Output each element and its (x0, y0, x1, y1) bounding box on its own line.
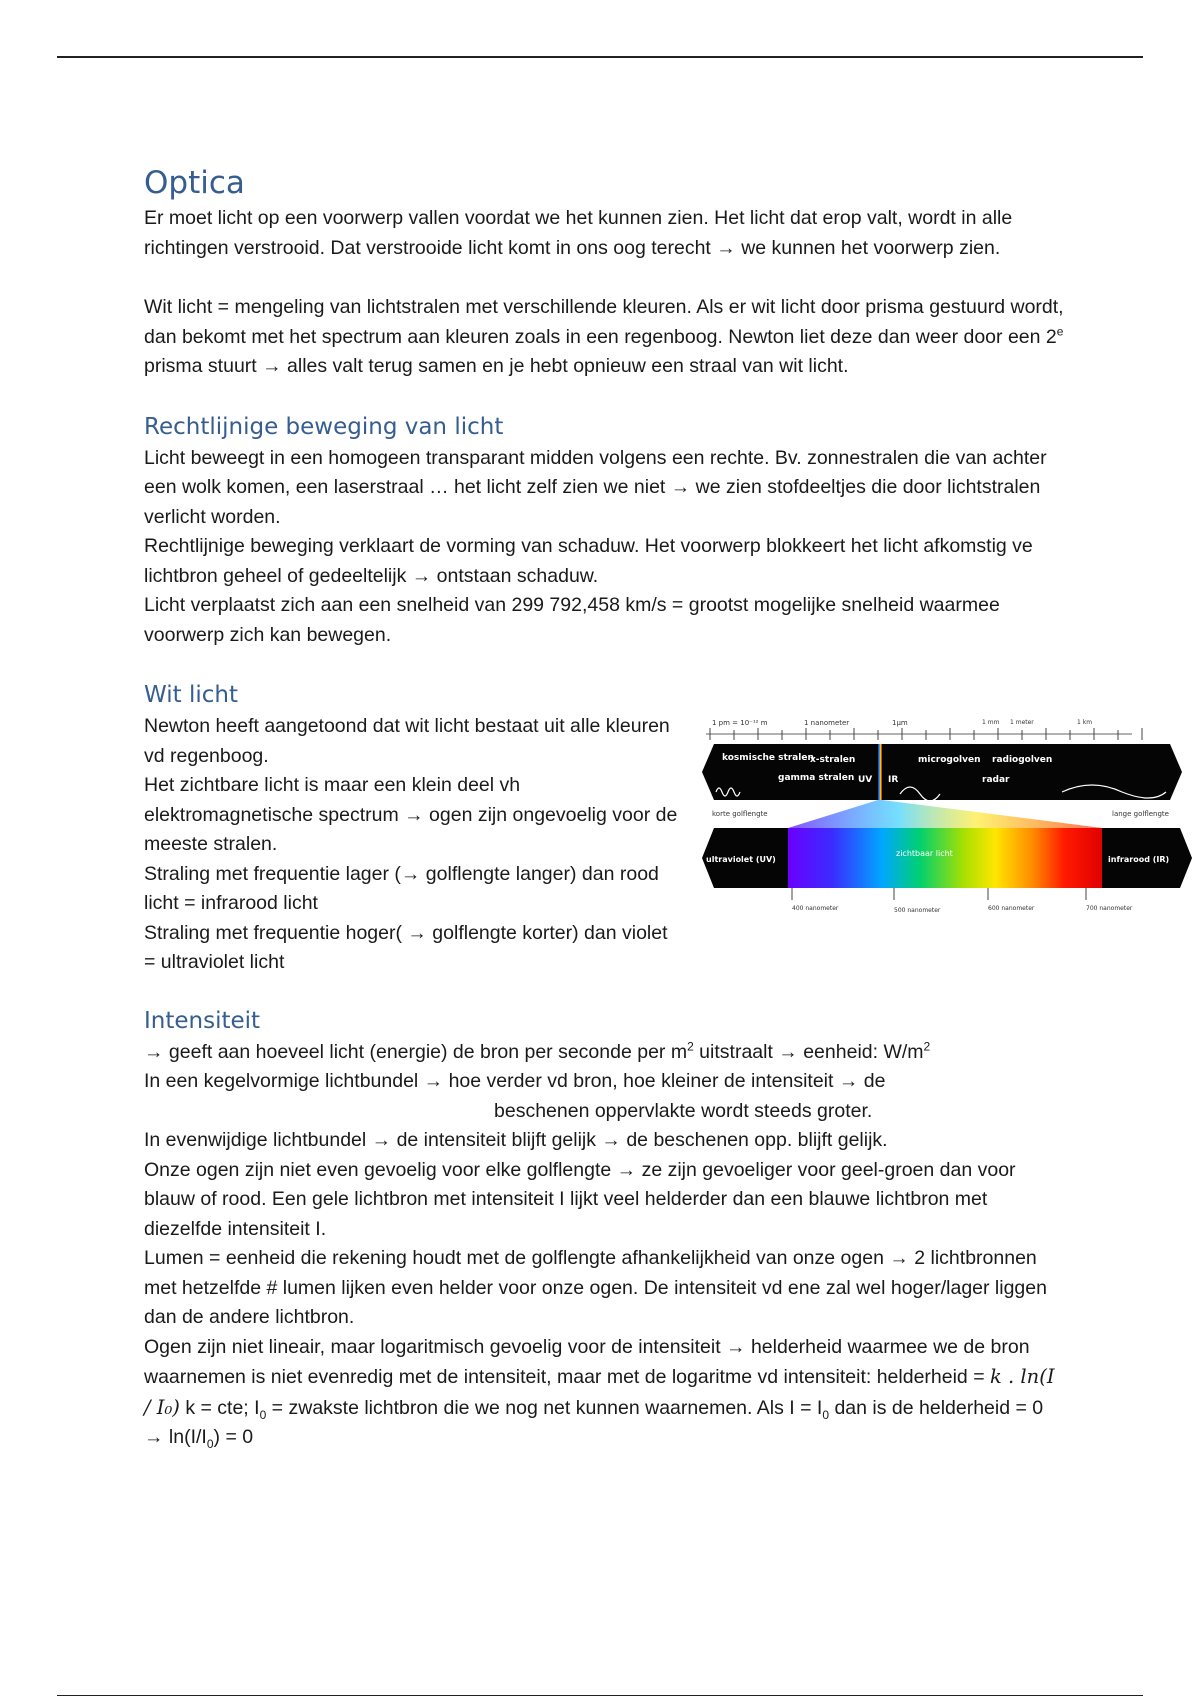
wit-licht-line-3: Straling met frequentie lager (→ golflengte langer) dan rood licht = infrarood licht (144, 862, 659, 914)
band-radar: radar (982, 775, 1010, 785)
footer-rule (57, 1695, 1143, 1696)
band-uv: UV (858, 775, 873, 785)
section-heading-intensiteit: Intensiteit (144, 1007, 261, 1034)
intensiteit-line-5: Lumen = eenheid die rekening houdt met de golflengte afhankelijkheid van onze ogen → 2 lichtbronnen met hetzelfde # lumen lijken even helder voor onze ogen. De intensiteit vd ene zal wel hoger/lager liggen dan de andere lichtbron. (144, 1247, 1047, 1328)
intro-paragraph-2: Wit licht = mengeling van lichtstralen met verschillende kleuren. Als er wit licht door prisma gestuurd wordt, dan bekomt met het spectrum aan kleuren zoals in een regenboog. Newton liet deze dan weer door een 2e prisma stuurt → alles valt terug samen en je hebt opnieuw een straal van wit licht. (144, 296, 1064, 377)
tick-label-mm: 1 mm (982, 719, 1000, 726)
band-kosmisch: kosmische stralen (722, 753, 814, 763)
intensiteit-line-6: Ogen zijn niet lineair, maar logaritmisch gevoelig voor de intensiteit → helderheid waarmee we de bron waarnemen is niet evenredig met de intensiteit, maar met de logaritme vd intensiteit: helderheid = k . ln(I / I₀) k = cte; $I_0$ = zwakste lichtbron die we nog net kunnen waarnemen. Als $I = I_0$ dan is de helderheid = $0 \to \ln(I/I_0) = 0$ (144, 1335, 1055, 1451)
page-title: Optica (144, 165, 245, 201)
wit-licht-line-4: Straling met frequentie hoger( → golflengte korter) dan violet = ultraviolet licht (144, 921, 668, 973)
uv-label: ultraviolet (UV) (706, 855, 776, 864)
band-ir: IR (888, 775, 899, 785)
section1-paragraph-1: Licht beweegt in een homogeen transparant midden volgens een rechte. Bv. zonnestralen die van achter een wolk komen, een laserstraal … het licht zelf zien we niet → we zien stofdeeltjes die door lichtstralen verlicht worden. (144, 446, 1047, 528)
band-micro: microgolven (918, 755, 981, 765)
ir-label: infrarood (IR) (1108, 855, 1170, 864)
band-gamma: gamma stralen (778, 773, 855, 783)
header-rule (57, 56, 1143, 58)
tick-label-km: 1 km (1077, 719, 1093, 726)
visible-fan (788, 800, 1102, 828)
wit-licht-line-2: Het zichtbare licht is maar een klein deel vh elektromagnetische spectrum → ogen zijn ongevoelig voor de meeste stralen. (144, 774, 678, 855)
long-wavelength-label: lange golflengte (1112, 810, 1169, 818)
section1-paragraph-3: Licht verplaatst zich aan een snelheid van 299 792,458 km/s = grootst mogelijke snelheid waarmee voorwerp zich kan bewegen. (144, 594, 1000, 646)
intensiteit-line-2: In een kegelvormige lichtbundel → hoe verder vd bron, hoe kleiner de intensiteit → de (144, 1070, 886, 1092)
visible-strip (878, 744, 882, 800)
document-page (144, 164, 1170, 1453)
section-heading-wit-licht: Wit licht (144, 682, 238, 708)
intro-paragraph-1: Er moet licht op een voorwerp vallen voordat we het kunnen zien. Het licht dat erop valt, wordt in alle richtingen verstrooid. Dat verstrooide licht komt in ons oog terecht → we kunnen het voorwerp zien. (144, 207, 1013, 259)
band-x: x-stralen (810, 755, 856, 765)
wit-licht-text (144, 712, 684, 978)
tick-label-nm: 1 nanometer (804, 719, 850, 727)
tick-label-m: 1 meter (1010, 719, 1034, 726)
intensiteit-line-2b: beschenen oppervlakte wordt steeds groter. (494, 1099, 873, 1122)
band-radio: radiogolven (992, 755, 1053, 765)
tick-label-um: 1µm (892, 719, 908, 727)
visible-light-label: zichtbaar licht (896, 849, 953, 858)
tick-label-pm: 1 pm = 10⁻¹² m (712, 719, 768, 727)
intensiteit-line-1: → geeft aan hoeveel licht (energie) de bron per seconde per $m^2$ uitstraalt → eenheid: $W/m^2$ (144, 1039, 931, 1063)
intensiteit-line-3: In evenwijdige lichtbundel → de intensiteit blijft gelijk → de beschenen opp. blijft gelijk. (144, 1129, 888, 1151)
brightness-formula: k . ln(I / I₀) (144, 1365, 1055, 1419)
bottom-tick-500: 500 nanometer (894, 907, 941, 914)
bottom-tick-400: 400 nanometer (792, 905, 839, 912)
section-heading-rechtlijnig: Rechtlijnige beweging van licht (144, 413, 504, 440)
bottom-tick-600: 600 nanometer (988, 905, 1035, 912)
spectrum-figure (692, 716, 1192, 939)
intensiteit-line-4: Onze ogen zijn niet even gevoelig voor elke golflengte → ze zijn gevoeliger voor geel-groen dan voor blauw of rood. Een gele lichtbron met intensiteit I lijkt veel helderder dan een blauwe lichtbron met diezelfde intensiteit I. (144, 1158, 1016, 1240)
bottom-tick-700: 700 nanometer (1086, 905, 1133, 912)
visible-spectrum (788, 828, 1102, 888)
short-wavelength-label: korte golflengte (712, 810, 768, 818)
wit-licht-line-1: Newton heeft aangetoond dat wit licht bestaat uit alle kleuren vd regenboog. (144, 715, 670, 767)
section1-paragraph-2: Rechtlijnige beweging verklaart de vorming van schaduw. Het voorwerp blokkeert het licht afkomstig ve lichtbron geheel of gedeeltelijk → ontstaan schaduw. (144, 535, 1033, 587)
spectrum-diagram (692, 716, 1192, 934)
